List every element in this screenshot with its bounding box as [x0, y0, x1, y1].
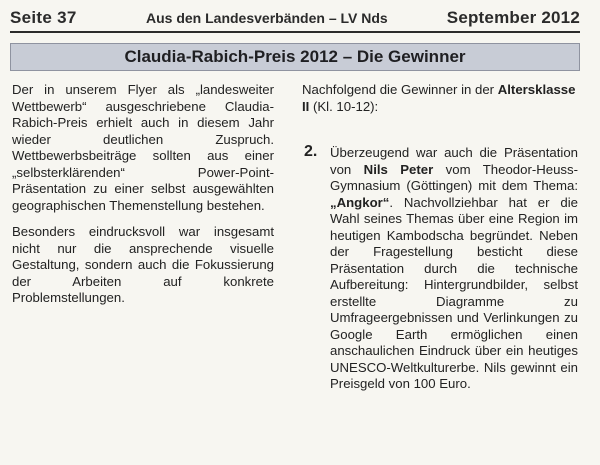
- paragraph-impression: Besonders eindrucksvoll war insgesamt nicht nur die ansprechende visuelle Gestaltung, sondern auch die Fokussierung der Arbeiten auf konkrete Problemstellungen.: [12, 224, 274, 305]
- right-column: [302, 82, 578, 393]
- article-banner: [10, 43, 580, 71]
- intro-text: Nachfolgend die Gewinner in der: [302, 82, 498, 97]
- section-title: Aus den Landesverbänden – LV Nds: [146, 10, 388, 26]
- left-column: [12, 82, 274, 317]
- intro-suffix: (Kl. 10-12):: [309, 98, 379, 114]
- winner-topic: „Angkor“: [330, 194, 390, 210]
- winner-entry: [302, 145, 578, 393]
- winner-rank: 2.: [304, 143, 318, 160]
- winner-text-description: . Nachvollziehbar hat er die Wahl seines Themas über eine Region im heutigen Kambodscha begründet. Neben der Fragestellung besticht diese Präsentation durch die technische Aufbereitung: Hintergrundbilder, selbst erstellte Diagramme zu Umfrageergebnissen und Verlinkungen zu Google Earth ermöglichen einen anschaulichen Eindruck über ein heutiges UNESCO-Weltkulturerbe. Nils gewinnt ein Preisgeld von 100 Euro.: [330, 194, 578, 391]
- winner-text-start: Überzeugend war auch die Präsentation von: [330, 145, 578, 177]
- winner-name: Nils Peter: [363, 161, 434, 177]
- age-group: Altersklasse II: [302, 82, 576, 114]
- paragraph-intro: Der in unserem Flyer als „landesweiter Wettbewerb“ ausgeschriebene Claudia-Rabich-Preis erhielt auch in diesem Jahr wieder deutlichen Zuspruch. Wettbewerbsbeiträge sollten aus einer „selbsterklärenden“ Power-Point-Präsentation zu einer selbst ausgewählten geographischen Themenstellung bestehen.: [12, 82, 274, 213]
- article-title: Claudia-Rabich-Preis 2012 – Die Gewinner: [124, 47, 466, 66]
- header-divider: [10, 31, 580, 33]
- winner-text-school: vom Theodor-Heuss-Gymnasium (Göttingen) mit dem Thema:: [330, 161, 578, 193]
- page-number: Seite 37: [10, 8, 77, 27]
- winners-intro: [302, 82, 578, 115]
- issue-date: September 2012: [446, 8, 580, 27]
- page-header: [10, 4, 580, 32]
